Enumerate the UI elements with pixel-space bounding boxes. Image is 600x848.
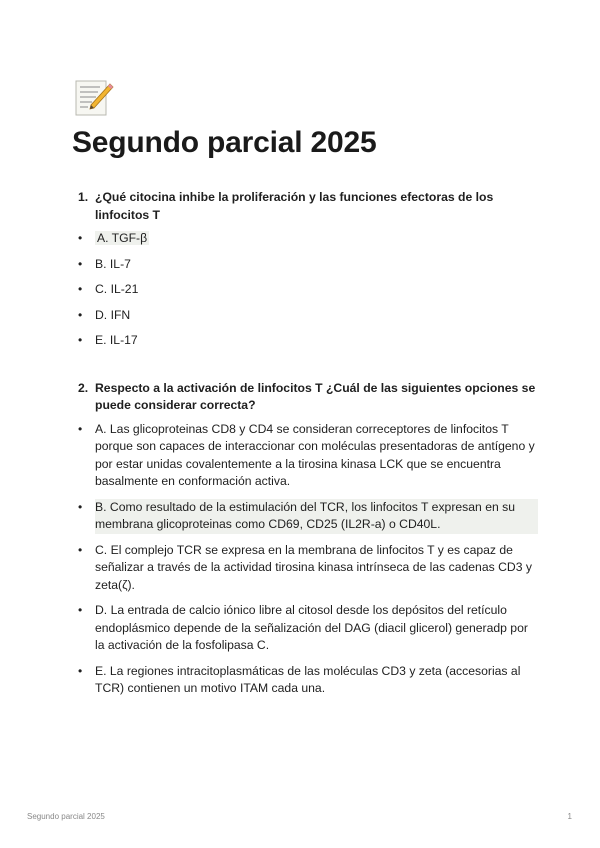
list-item bbox=[78, 602, 538, 655]
option-text: C. El complejo TCR se expresa en la membrana de linfocitos T y es capaz de señalizar a través de la actividad tirosina kinasa intrínseca de las cadenas CD3 y zeta(ζ). bbox=[95, 542, 532, 592]
option-text: C. IL-21 bbox=[95, 282, 139, 296]
bullet-icon: • bbox=[78, 307, 83, 322]
question-number: 1. bbox=[78, 190, 89, 204]
question-2 bbox=[78, 380, 538, 415]
option-text: E. IL-17 bbox=[95, 333, 138, 347]
highlighted-option: B. Como resultado de la estimulación del TCR, los linfocitos T expresan en su membrana glicoproteinas como CD69, CD25 (IL2R-a) o CD40L. bbox=[95, 499, 538, 534]
list-item bbox=[78, 307, 538, 325]
options-list bbox=[78, 421, 538, 698]
list-item bbox=[78, 281, 538, 299]
bullet-icon: • bbox=[78, 256, 83, 271]
bullet-icon: • bbox=[78, 603, 83, 617]
highlighted-option: A. TGF-β bbox=[97, 231, 148, 245]
option-text: B. IL-7 bbox=[95, 256, 131, 271]
list-item bbox=[78, 421, 538, 491]
question-text: ¿Qué citocina inhibe la proliferación y las funciones efectoras de los linfocitos T bbox=[95, 190, 494, 222]
memo-pencil-icon bbox=[74, 78, 114, 118]
list-item bbox=[78, 499, 538, 534]
footer-title: Segundo parcial 2025 bbox=[27, 812, 105, 821]
list-item bbox=[78, 332, 538, 350]
bullet-icon: • bbox=[78, 282, 83, 296]
bullet-icon: • bbox=[78, 663, 83, 678]
question-number: 2. bbox=[78, 380, 89, 395]
bullet-icon: • bbox=[78, 333, 83, 347]
question-text: Respecto a la activación de linfocitos T ¿Cuál de las siguientes opciones se puede considerar correcta? bbox=[95, 380, 536, 412]
list-item bbox=[78, 542, 538, 595]
question-1 bbox=[78, 189, 538, 224]
list-item bbox=[78, 230, 538, 248]
bullet-icon: • bbox=[78, 231, 83, 245]
bullet-icon: • bbox=[78, 499, 83, 514]
question-list bbox=[78, 189, 538, 706]
option-text: E. La regiones intracitoplasmáticas de las moléculas CD3 y zeta (accesorias al TCR) contienen un motivo ITAM cada una. bbox=[95, 663, 521, 695]
list-item bbox=[78, 663, 538, 698]
bullet-icon: • bbox=[78, 542, 83, 557]
list-item bbox=[78, 256, 538, 274]
bullet-icon: • bbox=[78, 421, 83, 436]
option-text: D. La entrada de calcio iónico libre al citosol desde los depósitos del retículo endoplásmico depende de la señalización del DAG (diacil glicerol) generadp por la activación de la fosfolipasa C. bbox=[95, 603, 528, 652]
options-list bbox=[78, 230, 538, 350]
option-text: D. IFN bbox=[95, 307, 131, 322]
page-title: Segundo parcial 2025 bbox=[72, 126, 377, 159]
page-number: 1 bbox=[567, 812, 572, 821]
option-text: A. Las glicoproteinas CD8 y CD4 se consideran correceptores de linfocitos T porque son capaces de interaccionar con moléculas presentadoras de antígeno y por estar unidas covalentemente a la tirosina kinasa LCK que se encuentra basalmente en conformación activa. bbox=[95, 421, 535, 488]
